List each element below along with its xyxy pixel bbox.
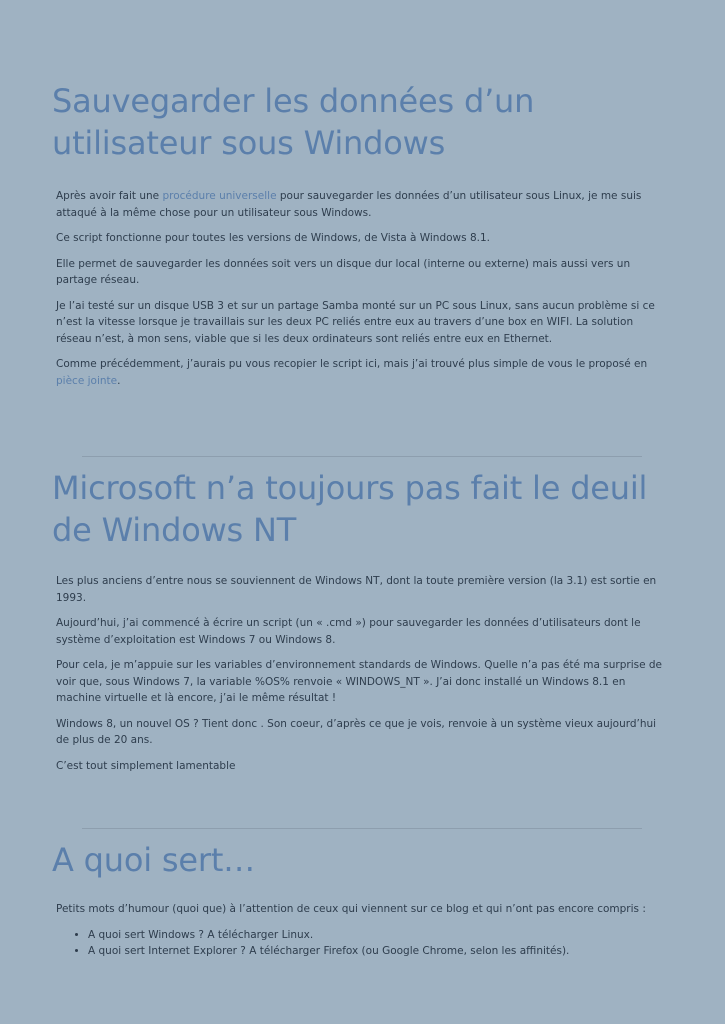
post-divider (82, 828, 642, 829)
paragraph: Petits mots d’humour (quoi que) à l’attention de ceux qui viennent sur ce blog et qui n’ont pas encore compris : (56, 903, 646, 915)
post-title[interactable]: Sauvegarder les données d’un utilisateur sous Windows (52, 82, 535, 162)
paragraph-text: pour sauvegarder les données d’un utilisateur sous Linux, je me suis attaqué à la même chose pour un utilisateur sous Windows. (56, 190, 642, 219)
universal-procedure-link[interactable]: procédure universelle (162, 190, 277, 202)
post-content (56, 901, 663, 960)
paragraph-text: Comme précédemment, j’aurais pu vous recopier le script ici, mais j’ai trouvé plus simple de vous le proposé en (56, 358, 648, 370)
paragraph: Les plus anciens d’entre nous se souviennent de Windows NT, dont la toute première version (la 3.1) est sortie en 1993. (56, 575, 657, 604)
paragraph: Aujourd’hui, j’ai commencé à écrire un script (un « .cmd ») pour sauvegarder les données d’utilisateurs dont le système d’exploitation est Windows 7 ou Windows 8. (56, 617, 641, 646)
humor-list (56, 927, 663, 960)
attachment-link[interactable]: pièce jointe (56, 374, 118, 387)
paragraph-text: . (117, 374, 121, 387)
post-content (56, 573, 663, 774)
paragraph: Elle permet de sauvegarder les données soit vers un disque dur local (interne ou externe) mais aussi vers un partage réseau. (56, 257, 631, 286)
post-title[interactable]: A quoi sert… (52, 841, 255, 879)
paragraph: C’est tout simplement lamentable (56, 759, 236, 772)
list-item: • A quoi sert Internet Explorer ? A télécharger Firefox (ou Google Chrome, selon les affinités). (88, 943, 663, 960)
post-a-quoi-sert (52, 839, 667, 960)
paragraph: Ce script fonctionne pour toutes les versions de Windows, de Vista à Windows 8.1. (56, 232, 490, 244)
post-content (56, 188, 663, 389)
paragraph: Pour cela, je m’appuie sur les variables d’environnement standards de Windows. Quelle n’a pas été ma surprise de voir que, sous Windows 7, la variable %OS% renvoie « WINDOWS_NT ». J’ai donc installé un Windows 8.1 en machine virtuelle et là encore, j’ai le même résultat ! (56, 659, 663, 704)
paragraph (56, 188, 663, 221)
paragraph: Windows 8, un nouvel OS ? Tient donc . Son coeur, d’après ce que je vois, renvoie à un système vieux aujourd’hui de plus de 20 ans. (56, 717, 657, 746)
post-backup-windows (52, 80, 667, 398)
list-item: • A quoi sert Windows ? A télécharger Linux. (88, 927, 663, 944)
post-divider (82, 456, 642, 457)
paragraph-text: Après avoir fait une (56, 190, 163, 202)
paragraph (56, 356, 663, 389)
paragraph: Je l’ai testé sur un disque USB 3 et sur un partage Samba monté sur un PC sous Linux, sans aucun problème si ce n’est la vitesse lorsque je travaillais sur les deux PC reliés entre eux au travers d’une box en WIFI. La solution réseau n’est, à mon sens, viable que si les deux ordinateurs sont reliés entre eux en Ethernet. (56, 299, 655, 345)
post-windows-nt (52, 467, 667, 783)
post-title[interactable]: Microsoft n’a toujours pas fait le deuil de Windows NT (52, 469, 648, 549)
